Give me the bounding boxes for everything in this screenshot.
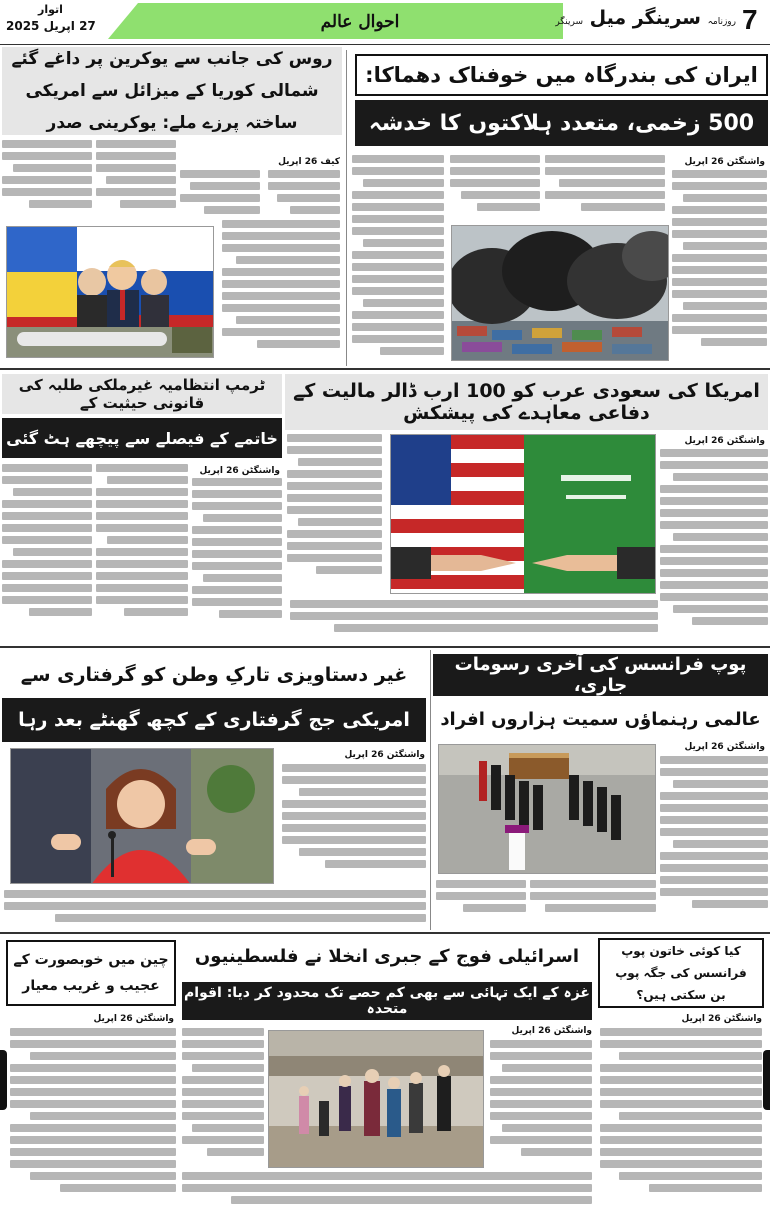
paper-title: سرینگر میل	[589, 7, 701, 29]
judge-headline-2: امریکی جج گرفتاری کے کچھ گھنٹے بعد رہا	[2, 698, 426, 742]
iran-headline-2: 500 زخمی، متعدد ہلاکتوں کا خدشہ	[355, 100, 768, 146]
judge-body-bottom	[4, 890, 426, 926]
russia-body-col-2	[96, 140, 176, 220]
israel-body-col-1	[490, 1040, 592, 1170]
leaders-missile-image	[6, 226, 214, 358]
saudi-body-col-2	[287, 434, 382, 604]
israel-headline-2: غزہ کے ایک تہائی سے بھی کم حصے تک محدود کر دیا: اقوام متحدہ	[182, 982, 592, 1020]
woman-pope-dateline: واشنگٹن 26 اپریل	[681, 1014, 762, 1024]
iran-headline-1: ایران کی بندرگاہ میں خوفناک دھماکا:	[355, 54, 768, 96]
pope-body-col-3	[436, 880, 526, 925]
trump-headline-1: ٹرمپ انتظامیہ غیرملکی طلبہ کی قانونی حیثیت کے	[2, 374, 282, 414]
china-headline-1: چین میں خوبصورت کے	[13, 952, 169, 968]
iran-body-col-3	[450, 155, 540, 215]
judge-body-col-1	[282, 764, 426, 884]
saudi-headline: امریکا کی سعودی عرب کو 100 ارب ڈالر مالیت کے دفاعی معاہدے کی پیشکش	[285, 374, 768, 430]
iran-dateline: واشنگٹن 26 اپریل	[684, 157, 765, 167]
issue-day: اتوار	[38, 3, 63, 16]
gaza-displacement-image	[268, 1030, 484, 1168]
iran-body-col-1	[672, 170, 767, 360]
trump-body-col-1	[2, 464, 92, 639]
column-rule-1	[346, 50, 347, 366]
row-rule-1	[0, 368, 770, 370]
us-saudi-handshake-image	[390, 434, 656, 594]
pope-headline-1: پوپ فرانسس کی آخری رسومات جاری،	[433, 654, 768, 696]
iran-body-col-2	[545, 155, 665, 215]
china-dateline: واشنگٹن 26 اپریل	[93, 1014, 174, 1024]
russia-body-col-5	[268, 170, 340, 220]
judge-portrait-image	[10, 748, 274, 884]
paper-city: سرینگر	[555, 17, 583, 27]
masthead-rule	[0, 44, 770, 45]
woman-pope-body	[600, 1028, 762, 1203]
page-number: 7	[742, 4, 758, 35]
russia-headline: روس کی جانب سے یوکرین پر داغے گئے شمالی کوریا کے میزائل سے امریکی ساختہ پرزے ملے: یوکرینی صدر	[2, 47, 342, 135]
iran-port-explosion-image	[451, 225, 669, 361]
russia-body-col-3	[180, 170, 260, 220]
saudi-body-col-1	[660, 449, 768, 639]
china-headline-2: عجیب و غریب معیار	[22, 978, 160, 994]
trump-dateline: واشنگٹن 26 اپریل	[199, 466, 280, 476]
israel-body-col-2	[182, 1028, 264, 1168]
paper-prefix: روزنامہ	[707, 17, 736, 27]
right-edge-marker	[763, 1050, 770, 1110]
russia-body-col-1	[2, 140, 92, 220]
row-rule-3	[0, 932, 770, 934]
pope-headline-2: عالمی رہنماؤں سمیت ہزاروں افراد	[440, 709, 761, 730]
pope-dateline: واشنگٹن 26 اپریل	[684, 742, 765, 752]
paper-name	[555, 7, 736, 29]
judge-dateline: واشنگٹن 26 اپریل	[344, 750, 425, 760]
saudi-body-bottom	[290, 600, 658, 640]
trump-headline-2: خاتمے کے فیصلے سے پیچھے ہٹ گئی	[2, 418, 282, 458]
pope-body-col-2	[530, 880, 656, 925]
trump-body-col-2	[96, 464, 188, 639]
russia-body-col-4	[222, 220, 340, 360]
column-rule-2	[430, 650, 431, 930]
china-body	[10, 1028, 176, 1203]
saudi-dateline: واشنگٹن 26 اپریل	[684, 436, 765, 446]
trump-body-col-3	[192, 478, 282, 639]
woman-pope-headline: کیا کوئی خاتون پوپ فرانسس کی جگہ پوپ بن سکتی ہیں؟	[598, 938, 764, 1008]
israel-dateline: واشنگٹن 26 اپریل	[511, 1026, 592, 1036]
iran-body-col-4	[352, 155, 444, 360]
section-title: احوال عالم	[320, 12, 400, 32]
china-headline-box	[6, 940, 176, 1006]
row-rule-2	[0, 646, 770, 648]
left-edge-marker	[0, 1050, 7, 1110]
israel-headline-1: اسرائیلی فوج کے جبری انخلا نے فلسطینیوں	[194, 946, 580, 967]
judge-headline-1: غیر دستاویزی تارکِ وطن کو گرفتاری سے	[20, 664, 408, 686]
russia-dateline: کیف 26 اپریل	[278, 157, 340, 167]
israel-body-bottom	[182, 1172, 592, 1206]
pope-funeral-procession-image	[438, 744, 656, 874]
issue-date: 27 اپریل 2025	[6, 19, 96, 33]
pope-body-col-1	[660, 756, 768, 926]
